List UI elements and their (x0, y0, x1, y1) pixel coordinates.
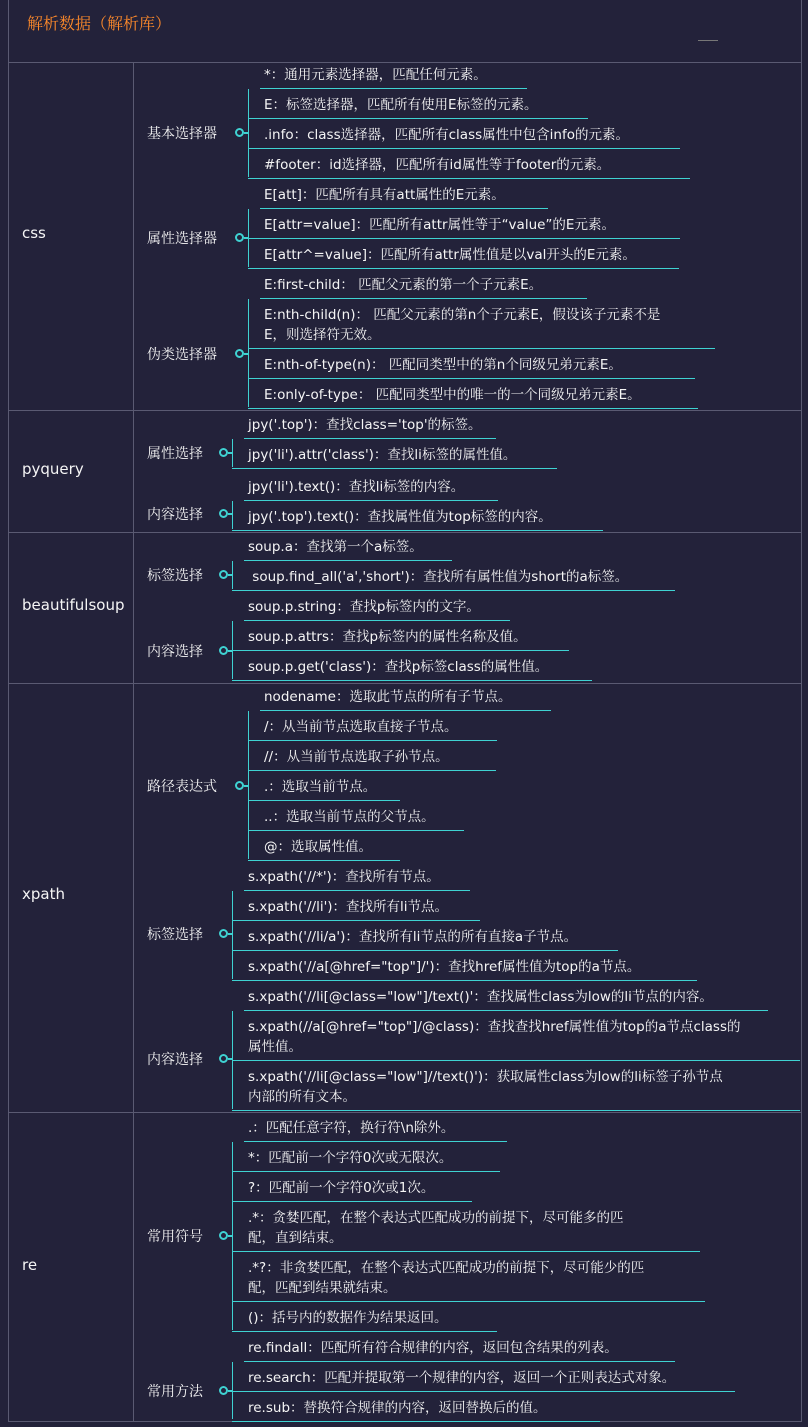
list-item: jpy('li').text()：查找li标签的内容。 (248, 479, 465, 495)
list-item: re.sub：替换符合规律的内容，返回替换后的值。 (248, 1400, 547, 1416)
item-underline (248, 148, 680, 149)
item-underline (232, 1110, 800, 1111)
list-item: jpy('.top').text()：查找属性值为top标签的内容。 (248, 509, 552, 525)
column-divider (133, 62, 134, 1421)
node-dot (235, 233, 244, 242)
node-dot (219, 570, 228, 579)
group-label: 路径表达式 (147, 779, 217, 795)
node-dot (235, 349, 244, 358)
item-underline (232, 1391, 735, 1392)
group-label: 标签选择 (147, 927, 203, 943)
list-item: s.xpath('//li/a')：查找所有li节点的所有直接a子节点。 (248, 929, 578, 945)
item-underline (248, 118, 588, 119)
item-underline (248, 860, 400, 861)
list-item: jpy('.top')：查找class='top'的标签。 (248, 417, 482, 433)
node-dot (219, 509, 228, 518)
row-divider (8, 683, 802, 684)
bracket-line (232, 561, 233, 589)
item-underline (232, 980, 697, 981)
list-item: soup.p.get('class')：查找p标签class的属性值。 (248, 659, 549, 675)
item-underline (232, 1421, 600, 1422)
node-dot (219, 1386, 228, 1395)
group-label: 常用符号 (147, 1229, 203, 1245)
item-underline (232, 1201, 472, 1202)
list-item: s.xpath('//li')：查找所有li节点。 (248, 899, 449, 915)
bracket-line (248, 711, 249, 859)
item-underline (248, 238, 680, 239)
table-left-border (8, 62, 9, 1421)
header-dash (698, 40, 718, 41)
bracket-line (248, 89, 249, 177)
list-item: s.xpath('//*')：查找所有节点。 (248, 869, 440, 885)
item-underline (248, 800, 400, 801)
list-item: E:nth-of-type(n)： 匹配同类型中的第n个同级兄弟元素E。 (264, 357, 622, 373)
item-underline (260, 88, 527, 89)
list-item: re.findall：匹配所有符合规律的内容，返回包含结果的列表。 (248, 1340, 618, 1356)
item-underline (244, 890, 470, 891)
item-underline (248, 740, 497, 741)
item-underline (248, 178, 690, 179)
item-underline (232, 590, 675, 591)
item-underline (244, 1361, 675, 1362)
list-item: s.xpath('//li[@class="low"]//text()')：获取属性class为low的li标签子孙节点 内部的所有文本。 (248, 1069, 723, 1105)
item-underline (244, 560, 452, 561)
header (8, 0, 802, 62)
group-label: 内容选择 (147, 507, 203, 523)
group-label: 属性选择器 (147, 231, 217, 247)
group-label: 基本选择器 (147, 126, 217, 142)
list-item: /：从当前节点选取直接子节点。 (264, 719, 458, 735)
list-item: soup.a：查找第一个a标签。 (248, 539, 423, 555)
list-item: E:nth-child(n)： 匹配父元素的第n个子元素E，假设该子元素不是 E，则选择符无效。 (264, 307, 661, 343)
list-item: E:first-child： 匹配父元素的第一个子元素E。 (264, 277, 543, 293)
list-item: ?：匹配前一个字符0次或1次。 (248, 1180, 435, 1196)
list-item: .：选取当前节点。 (264, 779, 377, 795)
list-item: jpy('li').attr('class')：查找li标签的属性值。 (248, 447, 517, 463)
item-underline (232, 1251, 700, 1252)
list-item: ..：选取当前节点的父节点。 (264, 809, 435, 825)
item-underline (232, 468, 557, 469)
category-label: xpath (22, 885, 65, 903)
bracket-line (232, 501, 233, 529)
list-item: E[attr=value]：匹配所有attr属性等于“value”的E元素。 (264, 217, 615, 233)
item-underline (232, 950, 618, 951)
list-item: E：标签选择器，匹配所有使用E标签的元素。 (264, 97, 538, 113)
row-divider (8, 62, 802, 63)
node-dot (219, 448, 228, 457)
list-item: #footer：id选择器，匹配所有id属性等于footer的元素。 (264, 157, 611, 173)
list-item: re.search：匹配并提取第一个规律的内容，返回一个正则表达式对象。 (248, 1370, 676, 1386)
bracket-line (248, 299, 249, 407)
row-divider (8, 532, 802, 533)
node-dot (219, 1054, 228, 1063)
item-underline (244, 500, 498, 501)
list-item: s.xpath('//a[@href="top"]/')：查找href属性值为top的a节点。 (248, 959, 641, 975)
group-label: 内容选择 (147, 644, 203, 660)
list-item: E[attr^=value]：匹配所有attr属性值是以val开头的E元素。 (264, 247, 636, 263)
node-dot (219, 929, 228, 938)
column-divider (801, 62, 802, 1421)
item-underline (248, 408, 698, 409)
node-dot (235, 128, 244, 137)
item-underline (232, 680, 592, 681)
item-underline (244, 620, 510, 621)
list-item: E:only-of-type： 匹配同类型中的唯一的一个同级兄弟元素E。 (264, 387, 641, 403)
list-item: .：匹配任意字符，换行符\n除外。 (248, 1120, 455, 1136)
category-label: pyquery (22, 460, 84, 478)
page-title: 解析数据（解析库） (27, 14, 172, 33)
node-dot (235, 781, 244, 790)
list-item: s.xpath(//a[@href="top"]/@class)：查找查找href属性值为top的a节点class的 属性值。 (248, 1019, 741, 1055)
row-divider (8, 1112, 802, 1113)
list-item: *：通用元素选择器，匹配任何元素。 (264, 67, 487, 83)
node-dot (219, 1231, 228, 1240)
list-item: *：匹配前一个字符0次或无限次。 (248, 1150, 453, 1166)
row-divider (8, 410, 802, 411)
item-underline (248, 348, 715, 349)
item-underline (244, 438, 496, 439)
list-item: s.xpath('//li[@class="low"]/text()'：查找属性class为low的li节点的内容。 (248, 989, 713, 1005)
item-underline (232, 1301, 705, 1302)
list-item: .*：贪婪匹配，在整个表达式匹配成功的前提下，尽可能多的匹 配，直到结束。 (248, 1210, 624, 1246)
list-item: soup.p.attrs：查找p标签内的属性名称及值。 (248, 629, 527, 645)
item-underline (260, 710, 551, 711)
list-item: ()：括号内的数据作为结果返回。 (248, 1310, 448, 1326)
item-underline (244, 1010, 768, 1011)
item-underline (232, 1060, 800, 1061)
group-label: 内容选择 (147, 1052, 203, 1068)
item-underline (232, 1331, 497, 1332)
group-label: 常用方法 (147, 1384, 203, 1400)
item-underline (260, 208, 548, 209)
list-item: E[att]：匹配所有具有att属性的E元素。 (264, 187, 505, 203)
group-label: 标签选择 (147, 568, 203, 584)
category-label: re (22, 1256, 38, 1274)
node-dot (219, 646, 228, 655)
group-label: 属性选择 (147, 446, 203, 462)
item-underline (260, 298, 587, 299)
item-underline (232, 920, 480, 921)
list-item: @：选取属性值。 (264, 839, 372, 855)
item-underline (248, 268, 679, 269)
list-item: soup.find_all('a','short')：查找所有属性值为short的a标签。 (248, 569, 629, 585)
list-item: .info：class选择器，匹配所有class属性中包含info的元素。 (264, 127, 629, 143)
list-item: //：从当前节点选取子孙节点。 (264, 749, 449, 765)
item-underline (248, 378, 695, 379)
item-underline (232, 650, 569, 651)
category-label: beautifulsoup (22, 596, 125, 614)
list-item: soup.p.string：查找p标签内的文字。 (248, 599, 480, 615)
item-underline (248, 770, 496, 771)
bracket-line (232, 439, 233, 467)
item-underline (248, 830, 464, 831)
list-item: nodename：选取此节点的所有子节点。 (264, 689, 512, 705)
category-label: css (22, 224, 46, 242)
item-underline (244, 1141, 507, 1142)
group-label: 伪类选择器 (147, 347, 217, 363)
item-underline (232, 530, 603, 531)
item-underline (232, 1171, 500, 1172)
bracket-line (232, 891, 233, 979)
list-item: .*?：非贪婪匹配，在整个表达式匹配成功的前提下，尽可能少的匹 配，匹配到结果就结束。 (248, 1260, 645, 1296)
